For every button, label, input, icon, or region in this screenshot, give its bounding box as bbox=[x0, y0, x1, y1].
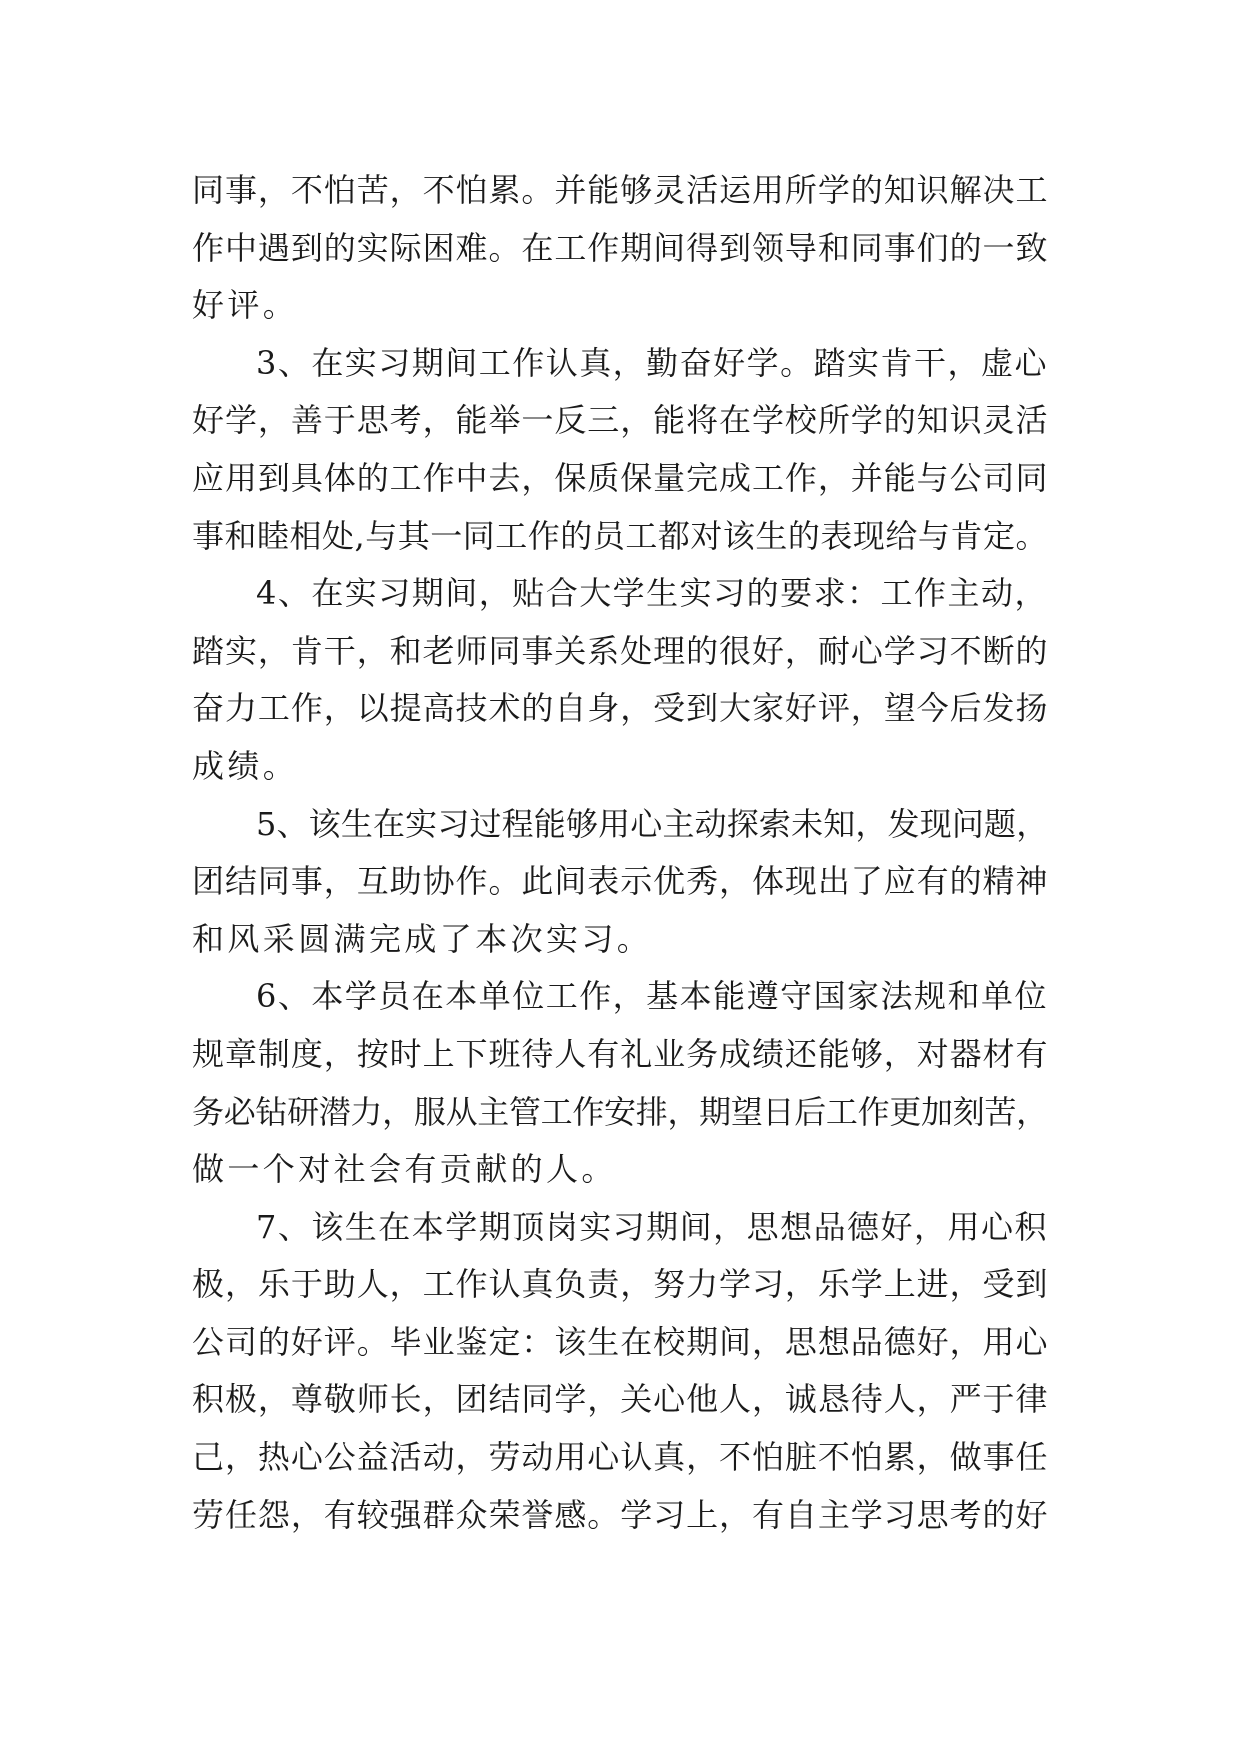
text-line: 好评。 bbox=[192, 286, 299, 325]
text-line: 4、在实习期间，贴合大学生实习的要求：工作主动， bbox=[256, 574, 1048, 613]
text-line: 积极，尊敬师长，团结同学，关心他人，诚恳待人，严于律 bbox=[192, 1380, 1048, 1419]
text-line: 6、本学员在本单位工作，基本能遵守国家法规和单位 bbox=[256, 977, 1048, 1016]
text-line: 3、在实习期间工作认真，勤奋好学。踏实肯干，虚心 bbox=[256, 343, 1048, 382]
text-line: 踏实，肯干，和老师同事关系处理的很好，耐心学习不断的 bbox=[192, 631, 1048, 670]
text-line: 5、该生在实习过程能够用心主动探索未知，发现问题， bbox=[256, 804, 1048, 843]
text-line: 规章制度，按时上下班待人有礼业务成绩还能够，对器材有 bbox=[192, 1034, 1048, 1073]
text-line: 同事，不怕苦，不怕累。并能够灵活运用所学的知识解决工 bbox=[192, 171, 1048, 209]
text-line: 7、该生在本学期顶岗实习期间，思想品德好，用心积 bbox=[256, 1207, 1048, 1246]
text-line: 公司的好评。毕业鉴定：该生在校期间，思想品德好，用心 bbox=[192, 1322, 1048, 1361]
text-line: 务必钻研潜力，服从主管工作安排，期望日后工作更加刻苦， bbox=[192, 1092, 1048, 1131]
text-line: 成绩。 bbox=[192, 746, 299, 785]
text-line: 奋力工作，以提高技术的自身，受到大家好评，望今后发扬 bbox=[192, 689, 1048, 728]
text-line: 团结同事，互助协作。此间表示优秀，体现出了应有的精神 bbox=[192, 862, 1048, 901]
document-body bbox=[192, 162, 1048, 1544]
text-line: 和风采圆满完成了本次实习。 bbox=[192, 919, 653, 958]
text-line: 做一个对社会有贡献的人。 bbox=[192, 1150, 617, 1189]
text-line: 应用到具体的工作中去，保质保量完成工作，并能与公司同 bbox=[192, 458, 1048, 497]
text-line: 好学，善于思考，能举一反三，能将在学校所学的知识灵活 bbox=[192, 401, 1048, 440]
text-line: 作中遇到的实际困难。在工作期间得到领导和同事们的一致 bbox=[192, 228, 1048, 267]
text-line: 事和睦相处,与其一同工作的员工都对该生的表现给与肯定。 bbox=[192, 516, 1048, 555]
text-line: 劳任怨，有较强群众荣誉感。学习上，有自主学习思考的好 bbox=[192, 1495, 1048, 1534]
text-line: 极，乐于助人，工作认真负责，努力学习，乐学上进，受到 bbox=[192, 1265, 1048, 1304]
text-line: 己，热心公益活动，劳动用心认真，不怕脏不怕累，做事任 bbox=[192, 1438, 1048, 1477]
